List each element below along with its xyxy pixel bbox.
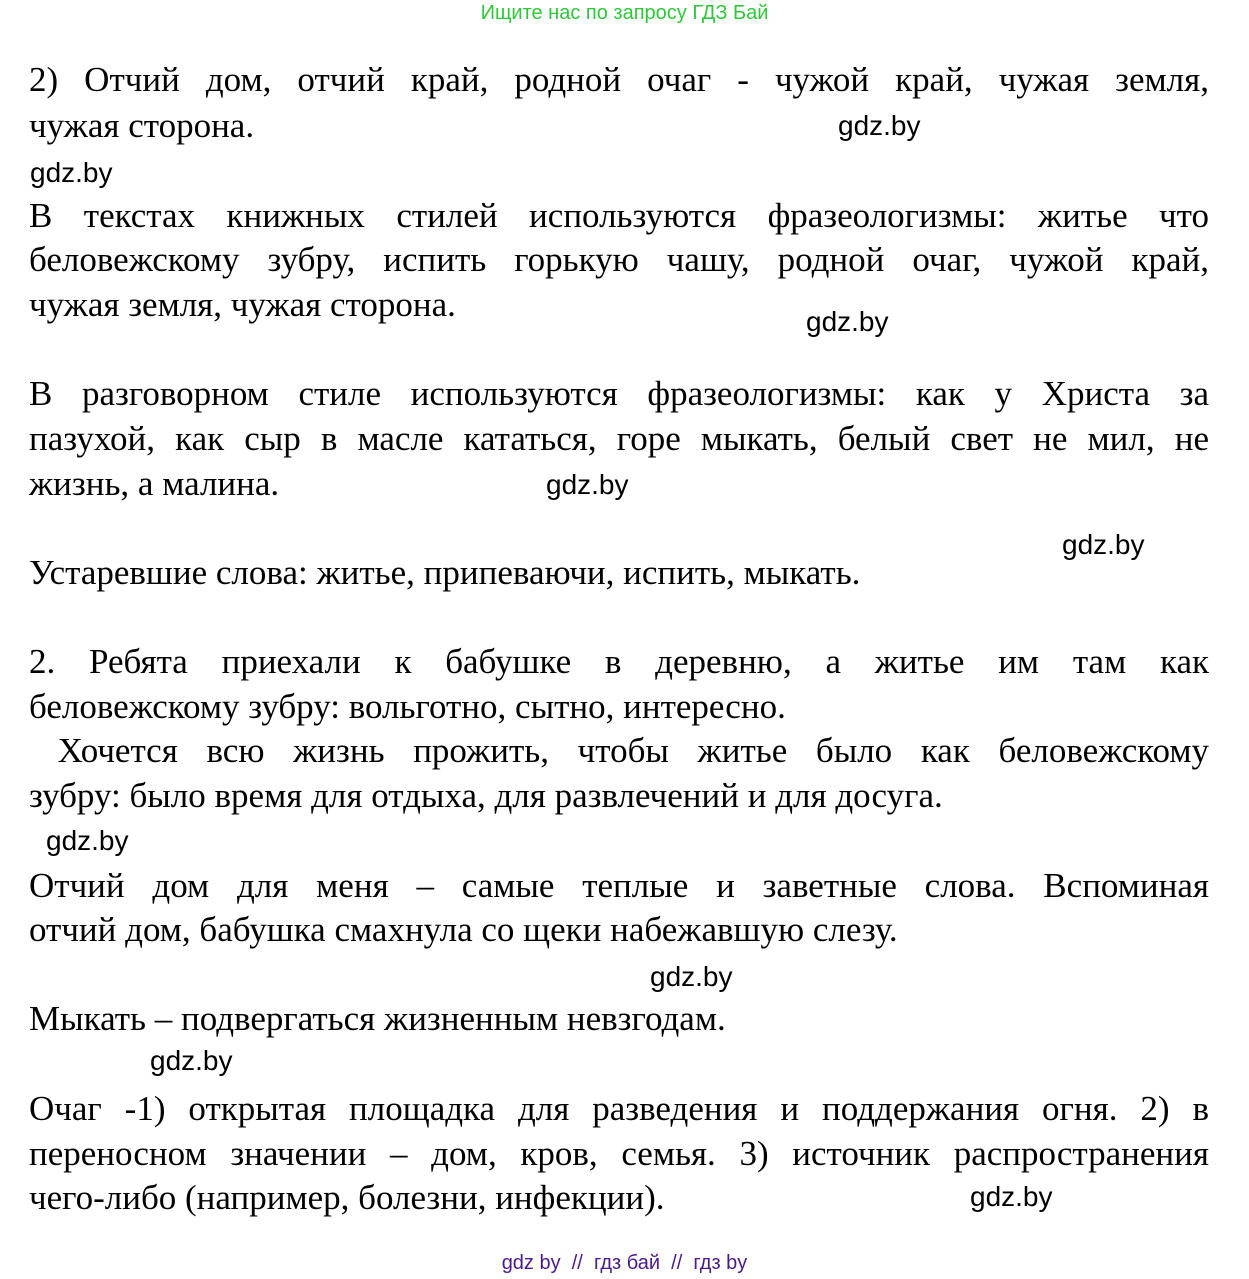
watermark: gdz.by: [30, 157, 113, 188]
paragraph-4-line-1: Устаревшие слова: житье, припеваючи, испить, мыкать.: [29, 553, 861, 592]
paragraph-1-line-2: чужая сторона.: [29, 106, 255, 145]
search-hint-banner: Ищите нас по запросу ГДЗ Бай: [480, 2, 769, 24]
paragraph-2-line-2: беловежскому зубру, испить горькую чашу, родной очаг, чужой край,: [29, 240, 1209, 279]
paragraph-6-line-2: отчий дом, бабушка смахнула со щеки набежавшую слезу.: [29, 910, 898, 949]
watermark: gdz.by: [806, 306, 889, 337]
paragraph-8-line-2: переносном значении – дом, кров, семья. 3) источник распространения: [29, 1134, 1209, 1173]
paragraph-5-line-2: беловежскому зубру: вольготно, сытно, интересно.: [29, 687, 786, 726]
watermark: gdz.by: [838, 110, 921, 141]
paragraph-1-line-1: 2) Отчий дом, отчий край, родной очаг - чужой край, чужая земля,: [29, 60, 1209, 99]
watermark: gdz.by: [970, 1181, 1053, 1212]
watermark: gdz.by: [650, 961, 733, 992]
paragraph-8-line-3: чего-либо (например, болезни, инфекции).: [29, 1178, 665, 1217]
watermark: gdz.by: [46, 825, 129, 856]
footer-links: gdz by // гдз бай // гдз by: [501, 1252, 748, 1274]
watermark: gdz.by: [546, 469, 629, 500]
paragraph-3-line-1: В разговорном стиле используются фразеологизмы: как у Христа за: [29, 374, 1209, 413]
paragraph-7-line-1: Мыкать – подвергаться жизненным невзгодам.: [29, 999, 726, 1038]
paragraph-3-line-2: пазухой, как сыр в масле кататься, горе мыкать, белый свет не мил, не: [29, 419, 1209, 458]
paragraph-2-line-1: В текстах книжных стилей используются фразеологизмы: житье что: [29, 196, 1209, 235]
paragraph-5-line-3: Хочется всю жизнь прожить, чтобы житье было как беловежскому: [29, 731, 1209, 770]
paragraph-2-line-3: чужая земля, чужая сторона.: [29, 285, 456, 324]
paragraph-5-line-4: зубру: было время для отдыха, для развлечений и для досуга.: [29, 776, 943, 815]
paragraph-8-line-1: Очаг -1) открытая площадка для разведения и поддержания огня. 2) в: [29, 1089, 1209, 1128]
watermark: gdz.by: [1062, 529, 1145, 560]
paragraph-3-line-3: жизнь, а малина.: [29, 464, 280, 503]
paragraph-5-line-1: 2. Ребята приехали к бабушке в деревню, а житье им там как: [29, 642, 1209, 681]
watermark: gdz.by: [150, 1045, 233, 1076]
paragraph-6-line-1: Отчий дом для меня – самые теплые и заветные слова. Вспоминая: [29, 866, 1209, 905]
